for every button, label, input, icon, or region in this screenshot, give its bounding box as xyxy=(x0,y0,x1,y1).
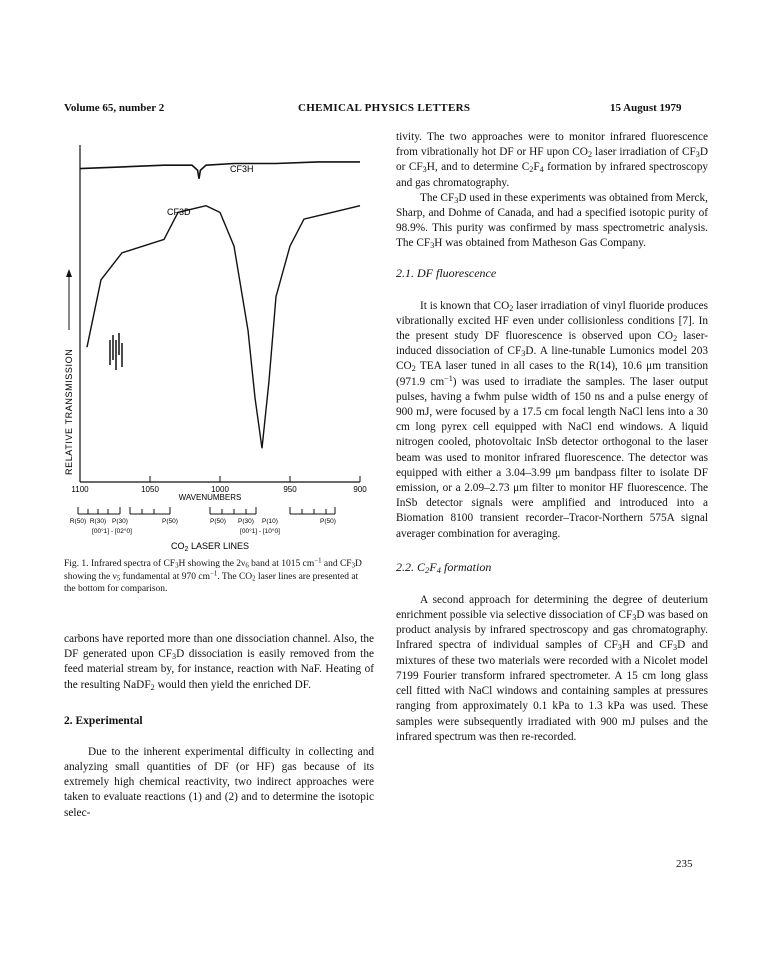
y-axis-label: RELATIVE TRANSMISSION xyxy=(64,348,74,475)
laser-line-label: P(10) xyxy=(262,518,278,525)
laser-line-label: R(30) xyxy=(89,518,107,525)
subsection-heading-c2f4-formation: 2.2. $C_2F_4$ formation xyxy=(396,559,492,576)
y-arrow-head xyxy=(66,269,72,277)
subsection-heading-df-fluorescence: 2.1. DF fluorescence xyxy=(396,265,497,280)
x-axis-label: WAVENUMBERS xyxy=(178,493,242,502)
section-heading-experimental: 2. Experimental xyxy=(64,714,143,727)
figure-caption: Fig. 1. Infrared spectra of $CF_3H$ showing the $2\nu_6$ band at 1015 $cm^{-1}$ and $CF_3D$ showing the $\nu_5$ fundamental at 970 $cm^{-1}$. The $CO_2$ laser lines are presented at the bottom for comparison. xyxy=(64,557,362,594)
journal-title: CHEMICAL PHYSICS LETTERS xyxy=(298,102,471,114)
label-cf3d: CF3D xyxy=(167,207,191,217)
series-line-cf3d xyxy=(87,206,360,449)
paragraph-approaches: tivity. The two approaches were to monitor infrared fluorescence from vibrationally hot DF or HF upon $CO_2$ laser irradiation of $CF_3D$ or $CF_3H$, and to determine $C_2F_4$ formation by infrared spectroscopy and gas chromatography. xyxy=(396,131,709,189)
paragraph-dissociation-channel: carbons have reported more than one dissociation channel. Also, the DF generated upon $CF_3D$ dissociation is easily removed from the feed material stream by, for instance, reaction with NaF. Heating of the resulting NaDF$_2$ would then yield the enriched DF. xyxy=(64,633,374,692)
laser-line-ladder-right xyxy=(210,507,335,514)
x-axis-ticks xyxy=(80,476,360,482)
laser-line-label: P(30) xyxy=(112,518,128,525)
paragraph-experimental-intro: Due to the inherent experimental difficulty in collecting and analyzing small quantities of DF (or HF) gas because of its extremely high chemical reactivity, two indirect approaches were taken to evaluate reactions (1) and (2) and to determine the isotopic selec- xyxy=(64,745,374,819)
paragraph-df-fluorescence: It is known that $CO_2$ laser irradiation of vinyl fluoride produces vibrationally excited HF even under collisionless conditions [7]. In the present study DF fluorescence is observed upon $CO_2$ laser-induced dissociation of $CF_3D$. A line-tunable Lumonics model 203 $CO_2$ TEA laser tuned in all cases to the R(14), 10.6 μm transition (971.9 $cm^{-1}$) was used to irradiate the samples. The laser output pulses, having a fwhm pulse width of 150 ns and a pulse energy of 900 mJ, were focused by a 17.5 cm focal length NaCl lens into a 30 cm long pyrex cell equipped with NaCl end windows. A liquid nitrogen cooled, photovoltaic InSb detector orthogonal to the laser beam was used to monitor infrared fluorescence. The detector was equipped with either a 3.04–3.99 μm bandpass filter to isolate DF emission, or a 2.09–2.73 μm filter to monitor HF fluorescence. The InSb detector signals were amplified and introduced into a Biomation 8100 transient recorder–Tracor-Northern 575A signal averager combination for averaging. xyxy=(396,299,709,540)
left-column xyxy=(64,632,374,821)
laser-line-label: P(50) xyxy=(320,518,336,525)
page-number: 235 xyxy=(676,858,693,870)
paragraph-materials: The $CF_3D$ used in these experiments was obtained from Merck, Sharp, and Dohme of Canada, and had a specified isotopic purity of 98.9%. This purity was confirmed by mass spectrometric analysis. The $CF_3H$ was obtained from Matheson Gas Company. xyxy=(396,191,708,251)
ir-spectrum-figure xyxy=(60,135,380,555)
laser-line-ladder-left xyxy=(78,507,170,514)
band-label: [00°1] - [02°0] xyxy=(92,528,132,535)
volume-number: Volume 65, number 2 xyxy=(64,102,165,114)
label-cf3h: CF3H xyxy=(230,164,254,174)
caption-label: Fig. 1. xyxy=(64,559,89,569)
x-tick-label: 1050 xyxy=(141,485,159,494)
x-tick-label: 900 xyxy=(353,485,367,494)
x-tick-label: 1100 xyxy=(71,485,89,494)
x-tick-label: 1000 xyxy=(211,485,229,494)
series-line-cf3h xyxy=(80,162,360,179)
x-tick-label: 950 xyxy=(283,485,297,494)
laser-lines-title: $CO_2$ LASER LINES xyxy=(171,541,249,553)
right-column xyxy=(396,130,708,745)
cf3d-noise-cluster xyxy=(110,333,122,370)
laser-line-label: R(50) xyxy=(69,518,87,525)
paragraph-c2f4-formation: A second approach for determining the degree of deuterium enrichment possible via selective dissociation of $CF_3D$ was based on product analysis by infrared spectroscopy and gas chromatography. Infrared spectra of individual samples of $CF_3H$ and $CF_3D$ and mixtures of these two materials were recorded with a Nicolet model 7199 Fourier transform infrared spectrometer. A 15 cm long glass cell fitted with NaCl windows and containing samples at pressures ranging from approximately 0.1 kPa to 1.3 kPa was used. These samples were subsequently irradiated with 900 mJ pulses and the infrared spectrum was then re-recorded. xyxy=(396,593,708,743)
laser-line-label: P(30) xyxy=(238,518,254,525)
band-label: [00°1] - [10°0] xyxy=(240,528,280,535)
laser-line-label: P(50) xyxy=(210,518,226,525)
laser-line-label: P(50) xyxy=(162,518,178,525)
issue-date: 15 August 1979 xyxy=(610,102,682,114)
